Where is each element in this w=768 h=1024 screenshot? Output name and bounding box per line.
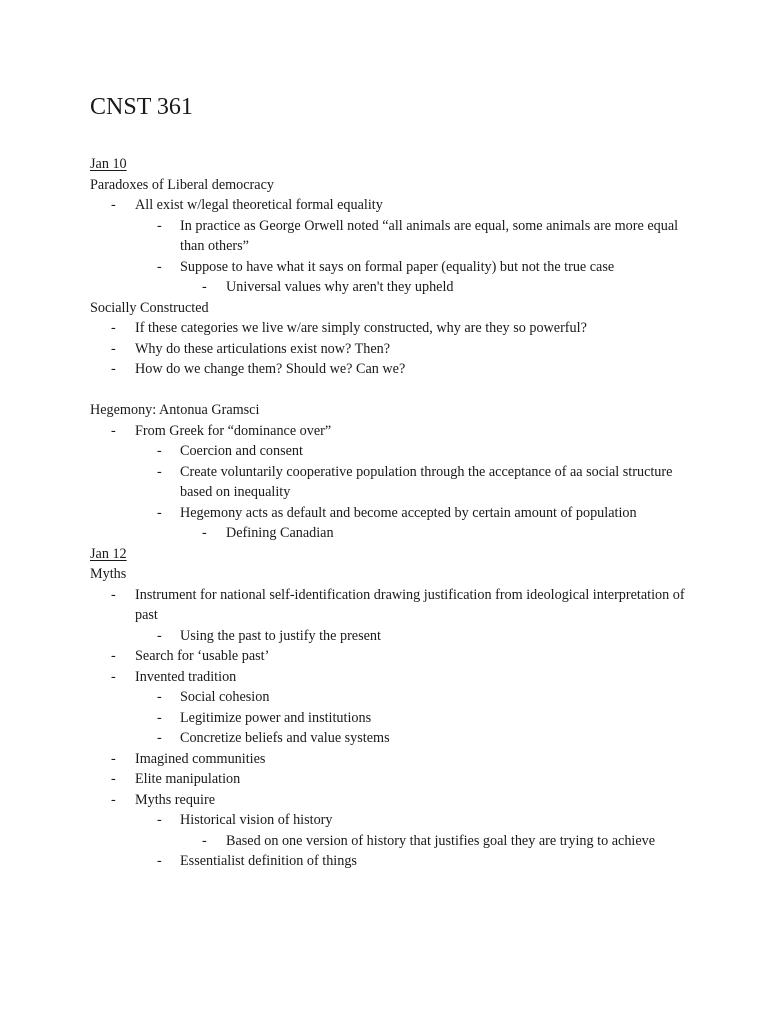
bullet-dash: - <box>111 320 116 336</box>
line-text: From Greek for “dominance over” <box>135 422 332 439</box>
bullet-dash: - <box>111 340 116 357</box>
notes-body <box>90 154 690 872</box>
line-text: Elite manipulation <box>135 771 241 787</box>
section-heading <box>90 298 690 319</box>
bullet-item-level-3 <box>90 831 690 852</box>
bullet-dash: - <box>111 586 116 603</box>
bullet-item-level-2 <box>90 626 690 647</box>
bullet-dash: - <box>157 853 162 869</box>
line-text: Suppose to have what it says on formal paper (equality) but not the true case <box>180 258 615 275</box>
blank-line <box>90 380 690 401</box>
bullet-dash: - <box>157 463 162 480</box>
bullet-item-level-1 <box>90 339 690 360</box>
bullet-dash: - <box>111 668 116 685</box>
document-title: CNST 361 <box>90 94 193 120</box>
date-heading <box>90 154 690 175</box>
line-text: Create voluntarily cooperative population through the acceptance of aa social structure based on inequality <box>180 463 673 500</box>
bullet-item-level-2 <box>90 216 690 257</box>
bullet-item-level-2 <box>90 441 690 462</box>
bullet-dash: - <box>157 443 162 459</box>
line-text: Myths <box>90 566 127 582</box>
bullet-dash: - <box>157 258 162 275</box>
line-text: Essentialist definition of things <box>180 853 357 869</box>
section-heading <box>90 564 690 585</box>
bullet-item-level-1 <box>90 421 690 442</box>
bullet-dash: - <box>157 689 162 705</box>
bullet-dash: - <box>157 504 162 521</box>
bullet-item-level-2 <box>90 503 690 524</box>
bullet-item-level-1 <box>90 749 690 770</box>
line-text: All exist w/legal theoretical formal equality <box>135 197 383 213</box>
bullet-dash: - <box>111 750 116 767</box>
line-text: How do we change them? Should we? Can we? <box>135 361 406 377</box>
line-text: Imagined communities <box>135 750 266 767</box>
line-text: Hegemony: Antonua Gramsci <box>90 402 260 418</box>
bullet-item-level-1 <box>90 585 690 626</box>
bullet-dash: - <box>111 648 116 664</box>
line-text: Coercion and consent <box>180 443 303 459</box>
bullet-dash: - <box>157 709 162 726</box>
bullet-dash: - <box>157 730 162 746</box>
bullet-dash: - <box>157 812 162 828</box>
bullet-dash: - <box>157 627 162 644</box>
line-text: Using the past to justify the present <box>180 627 381 644</box>
bullet-item-level-2 <box>90 708 690 729</box>
bullet-item-level-1 <box>90 318 690 339</box>
line-text: Paradoxes of Liberal democracy <box>90 176 274 193</box>
line-text: Legitimize power and institutions <box>180 709 372 726</box>
line-text: Invented tradition <box>135 668 237 685</box>
bullet-dash: - <box>157 217 162 234</box>
line-text: Based on one version of history that justifies goal they are trying to achieve <box>226 832 656 849</box>
line-text: In practice as George Orwell noted “all animals are equal, some animals are more equal than others” <box>180 217 679 254</box>
bullet-dash: - <box>111 197 116 213</box>
date-heading <box>90 544 690 565</box>
bullet-item-level-1 <box>90 769 690 790</box>
line-text: Defining Canadian <box>226 525 334 541</box>
line-text: Historical vision of history <box>180 812 333 828</box>
section-heading <box>90 175 690 196</box>
bullet-dash: - <box>202 832 207 849</box>
bullet-item-level-1 <box>90 195 690 216</box>
bullet-dash: - <box>202 279 207 295</box>
bullet-dash: - <box>111 422 116 439</box>
bullet-item-level-1 <box>90 646 690 667</box>
line-text: Concretize beliefs and value systems <box>180 730 390 746</box>
line-text: Instrument for national self-identification drawing justification from ideological interpretation of past <box>135 586 685 623</box>
bullet-dash: - <box>202 525 207 541</box>
line-text: Search for ‘usable past’ <box>135 648 270 664</box>
bullet-dash: - <box>111 791 116 808</box>
bullet-item-level-1 <box>90 790 690 811</box>
line-text: Myths require <box>135 791 215 808</box>
bullet-item-level-1 <box>90 359 690 380</box>
line-text: Jan 12 <box>90 545 127 562</box>
line-text: If these categories we live w/are simply constructed, why are they so powerful? <box>135 320 587 336</box>
line-text: Jan 10 <box>90 156 127 172</box>
bullet-item-level-3 <box>90 277 690 298</box>
line-text: Universal values why aren't they upheld <box>226 279 454 295</box>
bullet-dash: - <box>111 771 116 787</box>
bullet-item-level-3 <box>90 523 690 544</box>
line-text: Why do these articulations exist now? Then? <box>135 340 391 357</box>
bullet-item-level-1 <box>90 667 690 688</box>
bullet-item-level-2 <box>90 810 690 831</box>
line-text: Social cohesion <box>180 689 270 705</box>
bullet-item-level-2 <box>90 851 690 872</box>
bullet-item-level-2 <box>90 728 690 749</box>
line-text: Socially Constructed <box>90 299 209 316</box>
section-heading <box>90 400 690 421</box>
bullet-dash: - <box>111 361 116 377</box>
bullet-item-level-2 <box>90 462 690 503</box>
line-text: Hegemony acts as default and become accepted by certain amount of population <box>180 504 637 521</box>
bullet-item-level-2 <box>90 257 690 278</box>
bullet-item-level-2 <box>90 687 690 708</box>
